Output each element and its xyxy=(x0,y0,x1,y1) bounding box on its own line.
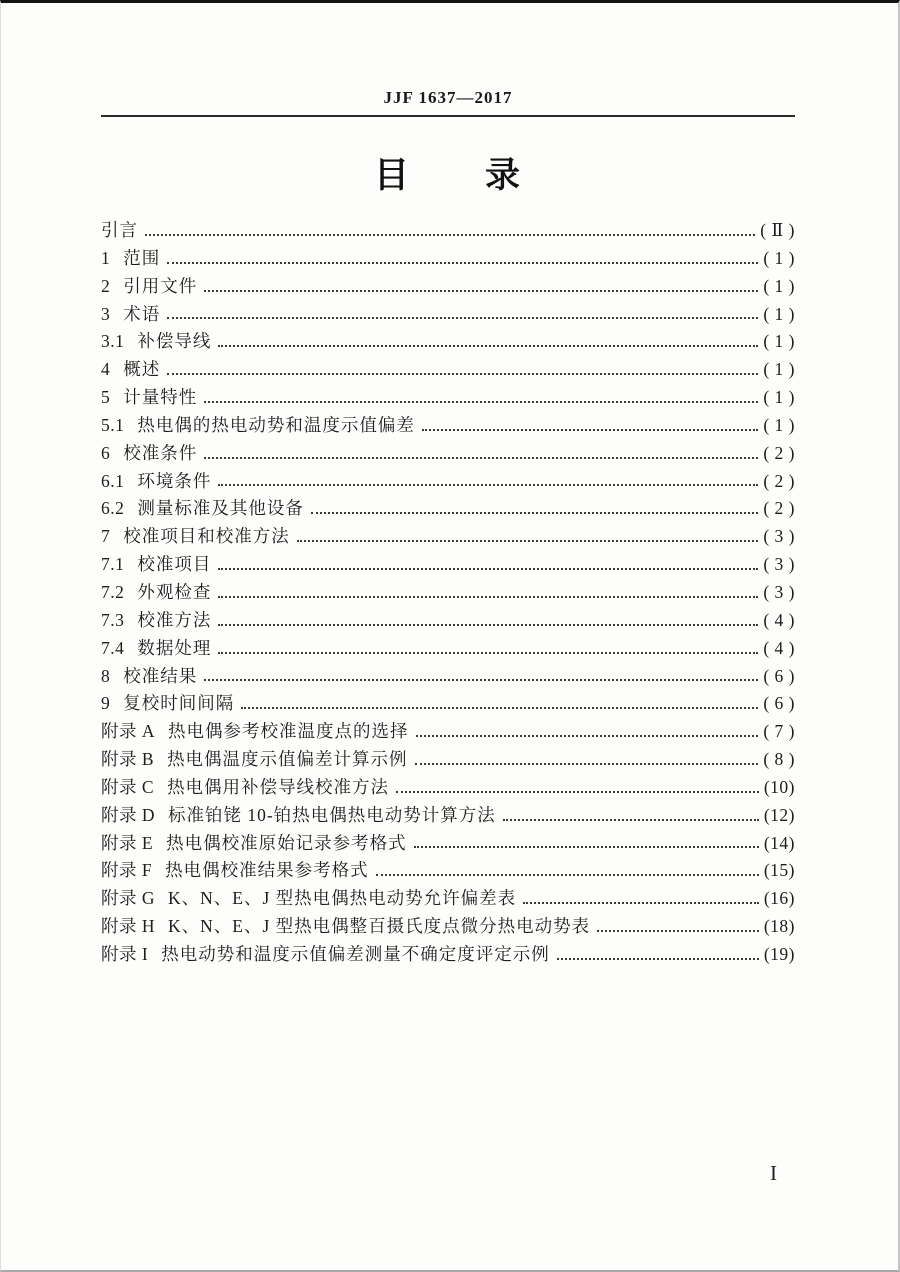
toc-entry-title: 热电偶的热电动势和温度示值偏差 xyxy=(137,414,415,435)
dot-leader xyxy=(416,735,759,737)
toc-entry xyxy=(101,802,795,830)
dot-leader xyxy=(204,679,758,681)
toc-entry-page: ( 6 ) xyxy=(763,665,795,686)
dot-leader xyxy=(218,624,758,626)
dot-leader xyxy=(523,902,759,904)
toc-entry xyxy=(101,440,795,468)
toc-entry-number: 附录 H xyxy=(101,916,156,937)
toc-list xyxy=(101,217,795,969)
toc-entry-title: 概述 xyxy=(123,359,161,380)
toc-entry xyxy=(101,857,795,885)
header-rule xyxy=(101,115,795,117)
toc-entry-number: 7.3 xyxy=(101,609,125,630)
toc-entry-title: 引用文件 xyxy=(123,275,198,296)
toc-entry-number: 5.1 xyxy=(101,414,125,435)
toc-entry-page: ( 1 ) xyxy=(763,247,795,268)
toc-entry-number: 7.4 xyxy=(101,637,125,658)
toc-entry xyxy=(101,468,795,496)
toc-entry-page: ( 3 ) xyxy=(763,581,795,602)
toc-entry-page: ( 1 ) xyxy=(763,275,795,296)
toc-entry-page: ( 7 ) xyxy=(763,721,795,742)
toc-entry-number: 附录 I xyxy=(101,943,149,964)
toc-entry-page: ( 3 ) xyxy=(763,554,795,575)
dot-leader xyxy=(167,262,758,264)
toc-entry-title: 校准条件 xyxy=(123,442,198,463)
toc-entry-title: 校准项目和校准方法 xyxy=(123,526,290,547)
toc-entry-title: 校准方法 xyxy=(137,609,212,630)
dot-leader xyxy=(597,930,759,932)
toc-entry-title: 引言 xyxy=(101,220,138,240)
toc-entry xyxy=(101,523,795,551)
dot-leader xyxy=(376,874,759,876)
toc-entry-title: K、N、E、J 型热电偶整百摄氏度点微分热电动势表 xyxy=(168,916,591,937)
toc-entry-number: 附录 A xyxy=(101,721,156,742)
toc-entry xyxy=(101,551,795,579)
toc-entry xyxy=(101,495,795,523)
dot-leader xyxy=(557,958,759,960)
toc-entry-title: 计量特性 xyxy=(123,387,198,408)
toc-entry xyxy=(101,690,795,718)
toc-entry-title: 测量标准及其他设备 xyxy=(137,498,304,519)
dot-leader xyxy=(218,345,758,347)
toc-entry xyxy=(101,607,795,635)
toc-entry-number: 7.1 xyxy=(101,554,125,575)
toc-entry-number: 6.1 xyxy=(101,470,125,491)
toc-entry xyxy=(101,635,795,663)
dot-leader xyxy=(218,652,758,654)
dot-leader xyxy=(218,568,758,570)
dot-leader xyxy=(297,540,759,542)
toc-entry xyxy=(101,328,795,356)
toc-entry xyxy=(101,913,795,941)
toc-entry-number: 6 xyxy=(101,442,111,463)
toc-entry-title: 热电偶参考校准温度点的选择 xyxy=(168,721,409,742)
toc-entry xyxy=(101,217,795,245)
page-number: I xyxy=(770,1161,777,1185)
toc-entry-page: (16) xyxy=(763,888,795,909)
toc-entry-page: (18) xyxy=(763,916,795,937)
toc-entry xyxy=(101,746,795,774)
toc-entry-title: 热电偶温度示值偏差计算示例 xyxy=(167,749,408,770)
toc-entry-number: 6.2 xyxy=(101,498,125,519)
toc-entry-title: 校准项目 xyxy=(137,554,212,575)
toc-entry-title: 热电偶用补偿导线校准方法 xyxy=(167,776,390,797)
toc-entry-page: (19) xyxy=(763,943,795,964)
toc-entry-title: 补偿导线 xyxy=(137,331,212,352)
toc-entry-page: ( Ⅱ ) xyxy=(760,220,795,240)
toc-entry-number: 附录 G xyxy=(101,888,156,909)
dot-leader xyxy=(218,596,758,598)
toc-entry-number: 7.2 xyxy=(101,581,125,602)
toc-entry-title: 热电偶校准原始记录参考格式 xyxy=(166,832,407,853)
toc-entry-page: ( 1 ) xyxy=(763,303,795,324)
toc-entry-title: 校准结果 xyxy=(123,665,198,686)
toc-entry-page: ( 1 ) xyxy=(763,331,795,352)
standard-number: JJF 1637—2017 xyxy=(383,88,513,107)
toc-entry xyxy=(101,245,795,273)
dot-leader xyxy=(396,791,759,793)
toc-entry-number: 附录 E xyxy=(101,832,154,853)
toc-entry-number: 1 xyxy=(101,247,111,268)
toc-entry-page: ( 1 ) xyxy=(763,359,795,380)
toc-entry-title: 范围 xyxy=(123,247,161,268)
toc-entry-title: 外观检查 xyxy=(137,581,212,602)
dot-leader xyxy=(218,484,758,486)
toc-entry-page: (14) xyxy=(763,832,795,853)
dot-leader xyxy=(167,373,758,375)
toc-entry-page: ( 4 ) xyxy=(763,609,795,630)
toc-entry xyxy=(101,273,795,301)
toc-entry xyxy=(101,830,795,858)
dot-leader xyxy=(204,401,758,403)
toc-entry xyxy=(101,412,795,440)
toc-entry xyxy=(101,356,795,384)
page-title: 目 录 xyxy=(373,156,522,195)
toc-entry xyxy=(101,885,795,913)
toc-entry xyxy=(101,663,795,691)
dot-leader xyxy=(311,512,758,514)
toc-entry-title: 环境条件 xyxy=(137,470,212,491)
toc-entry-page: ( 1 ) xyxy=(763,387,795,408)
toc-entry-page: ( 1 ) xyxy=(763,414,795,435)
toc-entry xyxy=(101,718,795,746)
toc-entry xyxy=(101,579,795,607)
toc-entry-number: 9 xyxy=(101,693,111,714)
dot-leader xyxy=(415,763,759,765)
toc-entry-page: ( 2 ) xyxy=(763,470,795,491)
toc-entry-title: 数据处理 xyxy=(137,637,212,658)
toc-entry-number: 3.1 xyxy=(101,331,125,352)
toc-entry-title: K、N、E、J 型热电偶热电动势允许偏差表 xyxy=(168,888,517,909)
dot-leader xyxy=(145,234,755,236)
toc-entry-title: 标准铂铑 10-铂热电偶热电动势计算方法 xyxy=(168,804,496,825)
toc-entry-number: 8 xyxy=(101,665,111,686)
toc-entry-number: 7 xyxy=(101,526,111,547)
toc-entry xyxy=(101,384,795,412)
page-footer xyxy=(770,1161,777,1186)
toc-entry-number: 附录 B xyxy=(101,749,155,770)
toc-entry-number: 3 xyxy=(101,303,111,324)
toc-entry-page: ( 2 ) xyxy=(763,498,795,519)
toc-entry-number: 附录 F xyxy=(101,860,153,881)
toc-entry xyxy=(101,301,795,329)
dot-leader xyxy=(167,317,758,319)
toc-entry-number: 4 xyxy=(101,359,111,380)
toc-entry xyxy=(101,774,795,802)
toc-entry-page: ( 3 ) xyxy=(763,526,795,547)
toc-entry-title: 热电偶校准结果参考格式 xyxy=(165,860,369,881)
dot-leader xyxy=(204,290,758,292)
dot-leader xyxy=(204,457,758,459)
toc-entry-page: (10) xyxy=(763,776,795,797)
toc-entry-page: ( 6 ) xyxy=(763,693,795,714)
dot-leader xyxy=(241,707,758,709)
toc-entry-page: ( 8 ) xyxy=(763,749,795,770)
dot-leader xyxy=(503,819,759,821)
toc-entry-page: (15) xyxy=(763,860,795,881)
toc-entry-number: 5 xyxy=(101,387,111,408)
dot-leader xyxy=(414,846,759,848)
dot-leader xyxy=(422,429,758,431)
toc-entry-title: 复校时间间隔 xyxy=(123,693,235,714)
toc-entry-page: (12) xyxy=(763,804,795,825)
toc-entry xyxy=(101,941,795,969)
toc-entry-number: 附录 C xyxy=(101,776,155,797)
toc-entry-title: 术语 xyxy=(123,303,161,324)
toc-entry-page: ( 2 ) xyxy=(763,442,795,463)
toc-entry-title: 热电动势和温度示值偏差测量不确定度评定示例 xyxy=(161,943,550,964)
toc-entry-page: ( 4 ) xyxy=(763,637,795,658)
toc-entry-number: 2 xyxy=(101,275,111,296)
document-header xyxy=(101,88,795,108)
toc-entry-number: 附录 D xyxy=(101,804,156,825)
